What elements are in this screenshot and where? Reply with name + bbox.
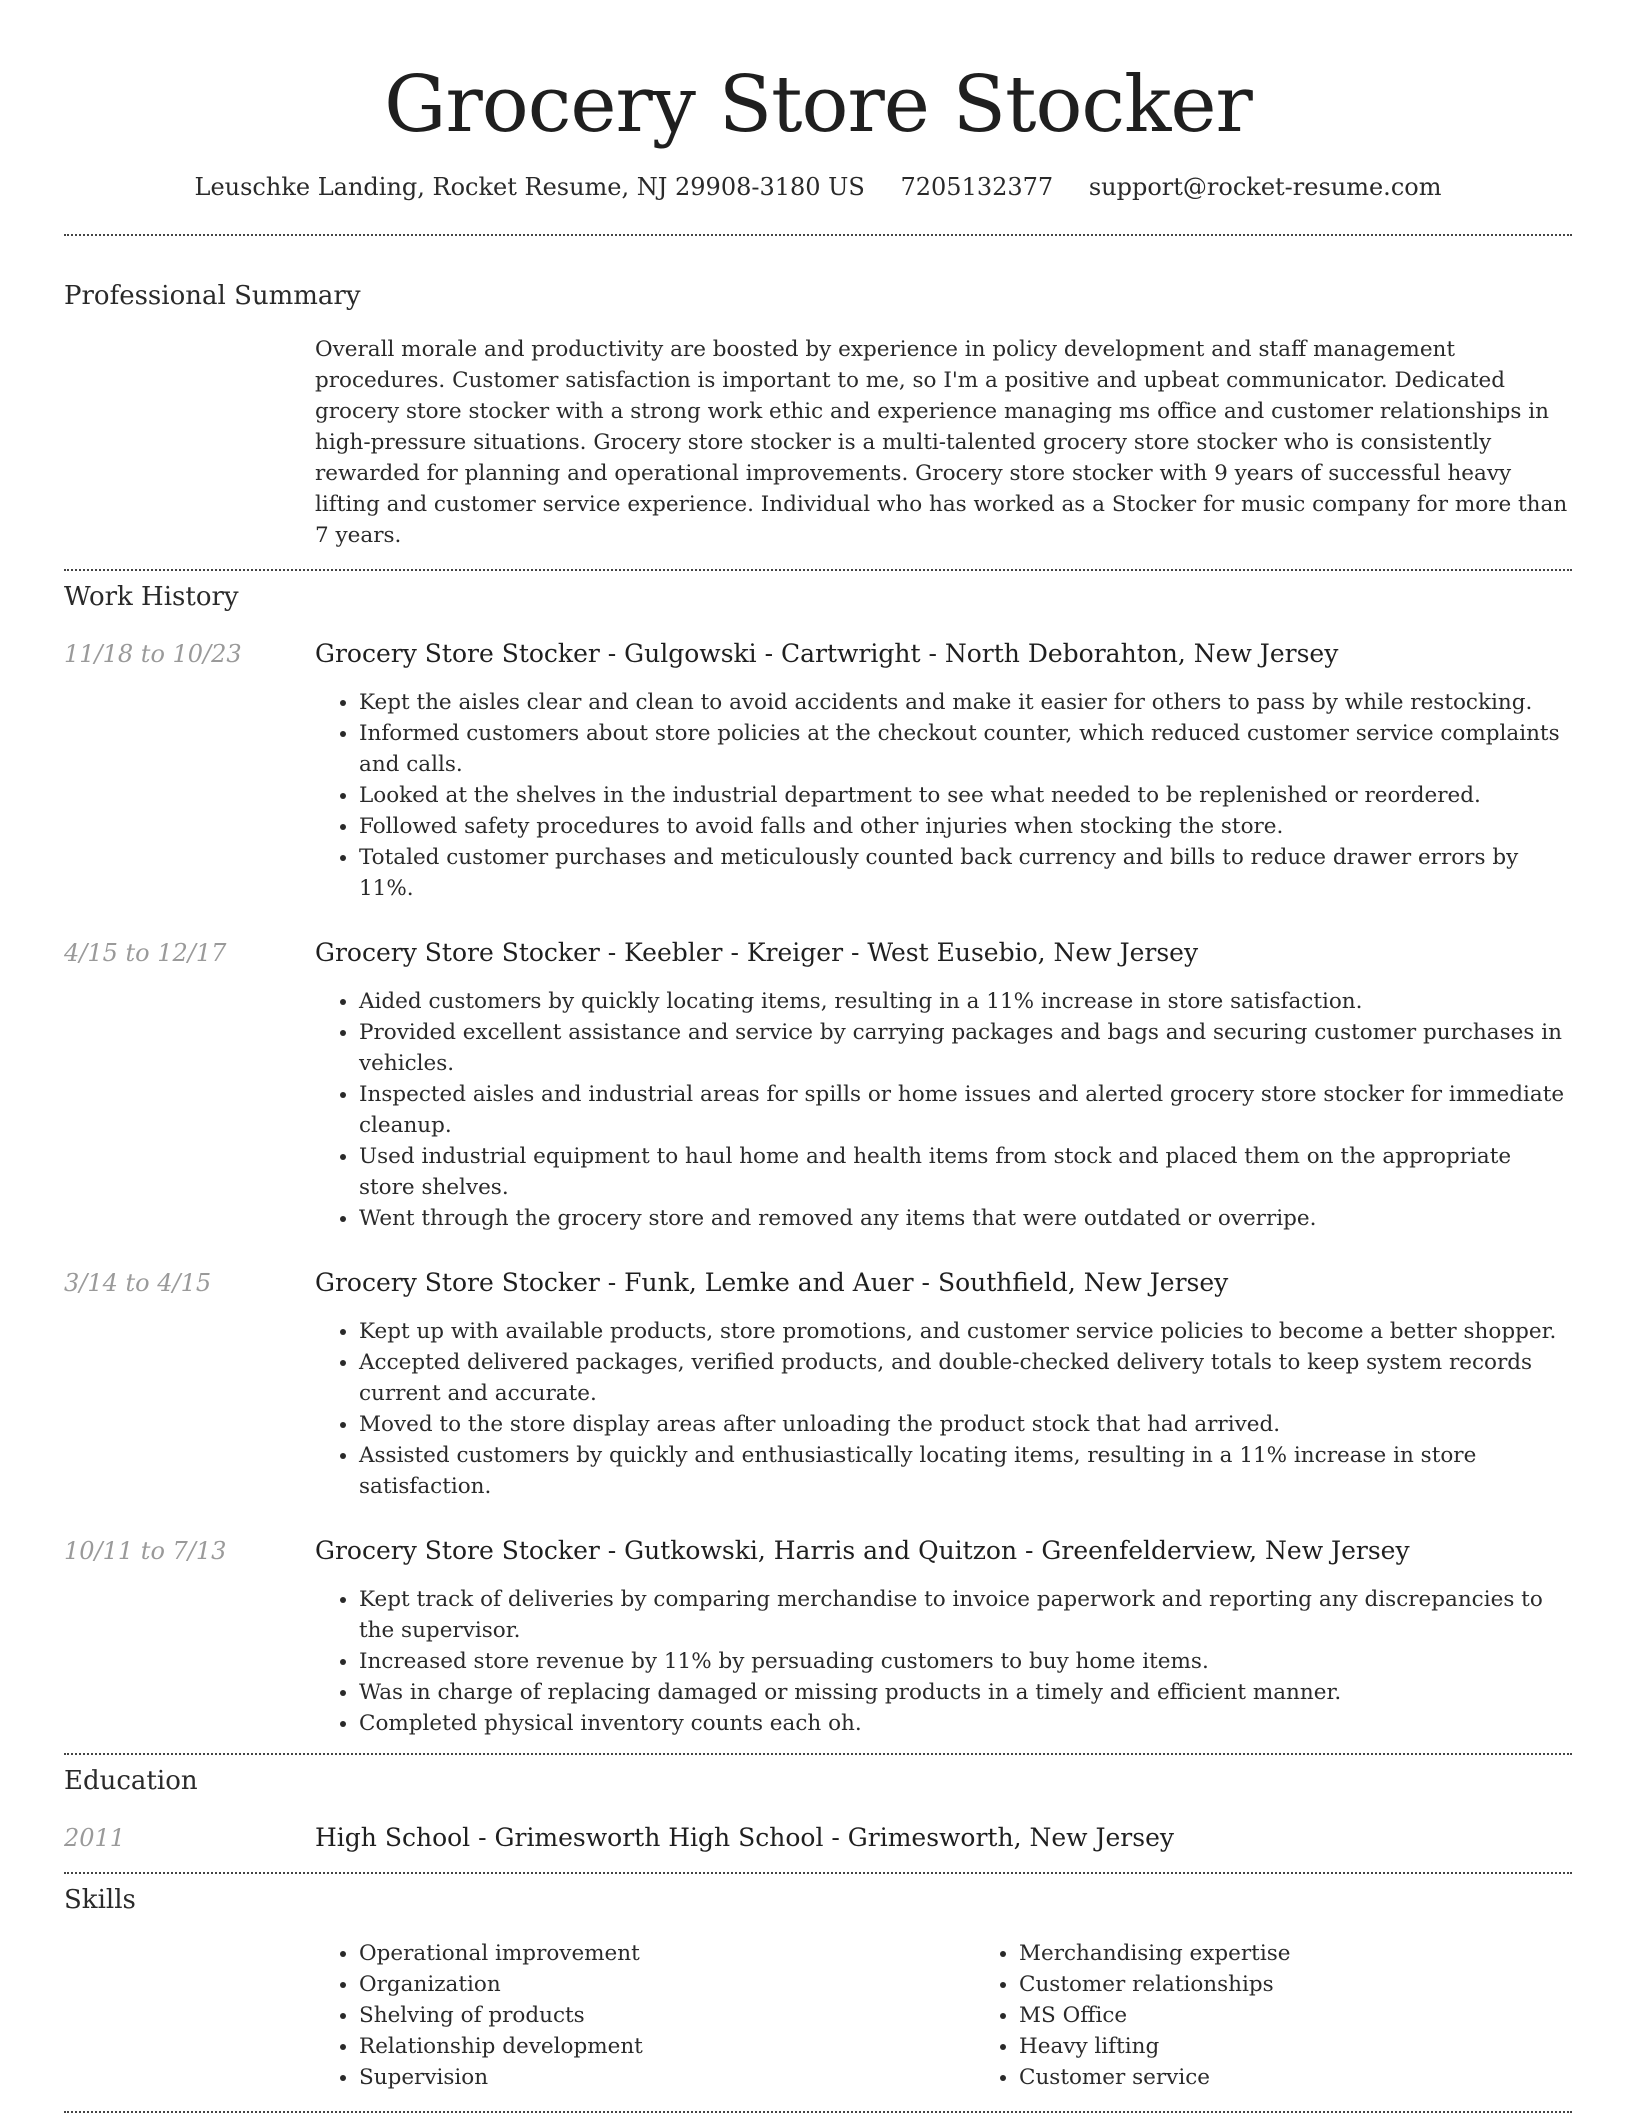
divider [64,234,1572,236]
job-bullet: • Kept the aisles clear and clean to avoid accidents and make it easier for others to pass by while restocking. [359,687,1572,718]
skill-item: • Shelving of products [359,2000,975,2031]
section-title-education: Education [64,1766,198,1796]
resume-page [64,0,1572,2113]
skill-item: • Organization [359,1969,975,2000]
job-bullet: • Kept track of deliveries by comparing merchandise to invoice paperwork and reporting any discrepancies to the supervisor. [359,1584,1572,1646]
job-entry [64,937,1572,1234]
education-detail: High School - Grimesworth High School - Grimesworth, New Jersey [315,1823,1174,1852]
contact-email: support@rocket-resume.com [1088,173,1442,201]
job-bullet: • Looked at the shelves in the industrial department to see what needed to be replenished or reordered. [359,780,1572,811]
contact-phone: 7205132377 [900,173,1054,201]
job-entry [64,638,1572,904]
job-dates: 11/18 to 10/23 [64,640,242,668]
section-title-work: Work History [64,582,239,612]
skill-item: • Customer relationships [1019,1969,1632,2000]
job-bullets [315,1584,1572,1739]
job-bullet: • Assisted customers by quickly and enthusiastically locating items, resulting in a 11% increase in store satisfaction. [359,1440,1572,1502]
skill-item: • Heavy lifting [1019,2031,1632,2062]
skill-item: • Customer service [1019,2062,1632,2093]
education-entry [64,1822,1572,1854]
section-title-skills: Skills [64,1885,136,1915]
skills-list-right [975,1938,1632,2093]
section-title-summary: Professional Summary [64,281,361,311]
job-bullet: • Totaled customer purchases and meticulously counted back currency and bills to reduce drawer errors by 11%. [359,842,1572,904]
job-bullet: • Increased store revenue by 11% by persuading customers to buy home items. [359,1646,1572,1677]
job-dates: 3/14 to 4/15 [64,1269,212,1297]
job-bullets [315,986,1572,1234]
skill-item: • MS Office [1019,2000,1632,2031]
job-title: Grocery Store Stocker - Gulgowski - Cartwright - North Deborahton, New Jersey [315,639,1339,668]
job-bullet: • Was in charge of replacing damaged or missing products in a timely and efficient manner. [359,1677,1572,1708]
divider [64,1872,1572,1874]
skills-row [64,1938,1572,2093]
skill-item: • Merchandising expertise [1019,1938,1632,1969]
job-bullet: • Went through the grocery store and removed any items that were outdated or overripe. [359,1203,1572,1234]
skill-item: • Supervision [359,2062,975,2093]
job-bullet: • Informed customers about store policies at the checkout counter, which reduced customer service complaints and calls. [359,718,1572,780]
job-bullet: • Moved to the store display areas after unloading the product stock that had arrived. [359,1409,1572,1440]
job-bullet: • Aided customers by quickly locating items, resulting in a 11% increase in store satisfaction. [359,986,1572,1017]
skill-item: • Operational improvement [359,1938,975,1969]
skill-item: • Relationship development [359,2031,975,2062]
divider [64,1753,1572,1755]
job-dates: 4/15 to 12/17 [64,939,227,967]
summary-text: Overall morale and productivity are boosted by experience in policy development and staff management procedures. Customer satisfaction is important to me, so I'm a positive and upbeat communicator. Dedicated grocery store stocker with a strong work ethic and experience managing ms office and customer relationships in high-pressure situations. Grocery store stocker is a multi-talented grocery store stocker who is consistently rewarded for planning and operational improvements. Grocery store stocker with 9 years of successful heavy lifting and customer service experience. Individual who has worked as a Stocker for music company for more than 7 years. [315,337,1568,548]
job-bullet: • Kept up with available products, store promotions, and customer service policies to become a better shopper. [359,1316,1572,1347]
resume-name: Grocery Store Stocker [384,60,1252,150]
job-bullet: • Inspected aisles and industrial areas for spills or home issues and alerted grocery store stocker for immediate cleanup. [359,1079,1572,1141]
skills-list-left [315,1938,975,2093]
job-dates: 10/11 to 7/13 [64,1537,227,1565]
job-bullets [315,687,1572,904]
job-bullets [315,1316,1572,1502]
job-title: Grocery Store Stocker - Keebler - Kreiger - West Eusebio, New Jersey [315,938,1199,967]
job-bullet: • Completed physical inventory counts each oh. [359,1708,1572,1739]
education-year: 2011 [64,1824,126,1852]
job-title: Grocery Store Stocker - Funk, Lemke and Auer - Southfield, New Jersey [315,1268,1229,1297]
job-bullet: • Used industrial equipment to haul home and health items from stock and placed them on the appropriate store shelves. [359,1141,1572,1203]
contact-line [64,172,1572,202]
job-title: Grocery Store Stocker - Gutkowski, Harris and Quitzon - Greenfelderview, New Jersey [315,1536,1410,1565]
job-bullet: • Accepted delivered packages, verified products, and double-checked delivery totals to keep system records current and accurate. [359,1347,1572,1409]
job-entry [64,1535,1572,1739]
job-bullet: • Provided excellent assistance and service by carrying packages and bags and securing customer purchases in vehicles. [359,1017,1572,1079]
divider [64,569,1572,571]
job-bullet: • Followed safety procedures to avoid falls and other injuries when stocking the store. [359,811,1572,842]
job-entry [64,1267,1572,1502]
contact-address: Leuschke Landing, Rocket Resume, NJ 29908-3180 US [194,173,865,201]
summary-row [64,334,1572,551]
